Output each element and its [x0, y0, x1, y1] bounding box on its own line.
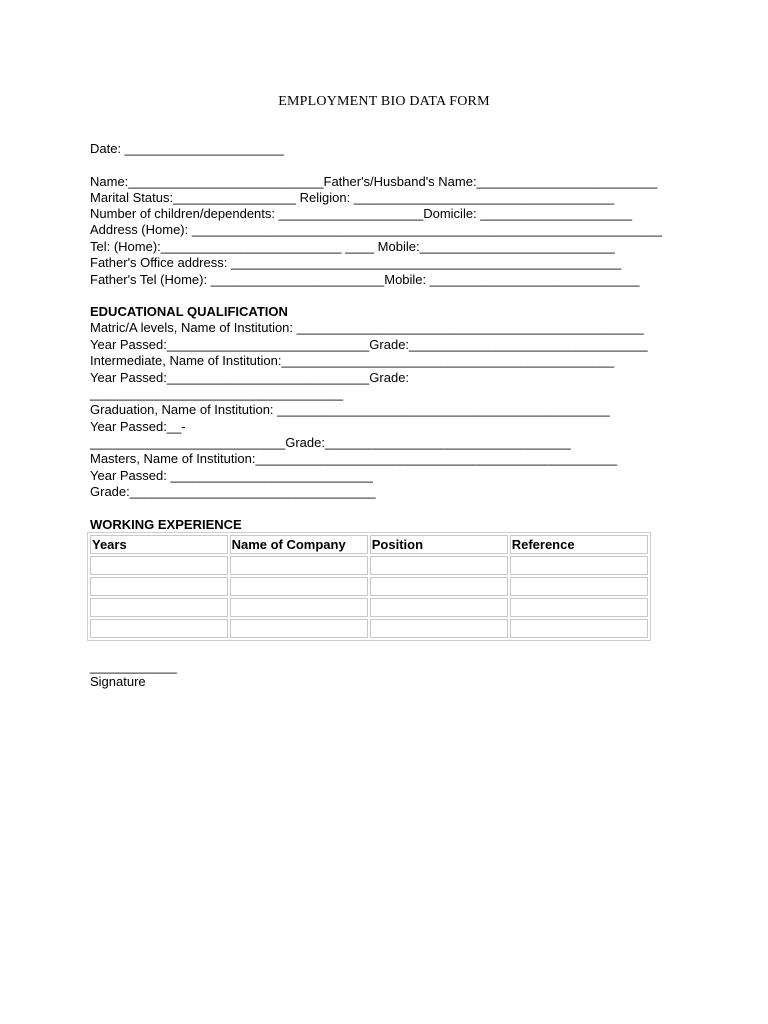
- intermediate-grade-field[interactable]: ___________________________________: [90, 386, 344, 401]
- table-cell[interactable]: [370, 619, 508, 638]
- graduation-year-field[interactable]: Year Passed:__-: [90, 419, 186, 434]
- table-cell[interactable]: [510, 556, 648, 575]
- table-row: [90, 577, 648, 596]
- graduation-grade-field[interactable]: ___________________________Grade:__________________________________: [90, 435, 571, 450]
- table-row: [90, 598, 648, 617]
- table-cell[interactable]: [510, 577, 648, 596]
- table-cell[interactable]: [230, 577, 368, 596]
- graduation-field[interactable]: Graduation, Name of Institution: ______________________________________________: [90, 402, 610, 417]
- father-office-field[interactable]: Father's Office address: ______________________________________________________: [90, 255, 622, 270]
- table-cell[interactable]: [230, 619, 368, 638]
- table-cell[interactable]: [90, 577, 228, 596]
- table-cell[interactable]: [510, 619, 648, 638]
- table-cell[interactable]: [510, 598, 648, 617]
- father-tel-field[interactable]: Father's Tel (Home): ________________________Mobile: _____________________________: [90, 272, 640, 287]
- signature-label: Signature: [90, 674, 146, 689]
- intermediate-field[interactable]: Intermediate, Name of Institution:______________________________________________: [90, 353, 615, 368]
- experience-table: [87, 532, 651, 641]
- form-title: EMPLOYMENT BIO DATA FORM: [278, 94, 490, 109]
- masters-field[interactable]: Masters, Name of Institution:__________________________________________________: [90, 451, 617, 466]
- masters-grade-field[interactable]: Grade:__________________________________: [90, 484, 376, 499]
- table-cell[interactable]: [370, 556, 508, 575]
- column-header: Years: [90, 535, 228, 554]
- column-header: Reference: [510, 535, 648, 554]
- children-field[interactable]: Number of children/dependents: ____________________Domicile: _____________________: [90, 206, 633, 221]
- column-header: Name of Company: [230, 535, 368, 554]
- matric-field[interactable]: Matric/A levels, Name of Institution: ________________________________________________: [90, 320, 644, 335]
- table-cell[interactable]: [90, 598, 228, 617]
- table-cell[interactable]: [370, 598, 508, 617]
- date-field[interactable]: Date: ______________________: [90, 141, 284, 156]
- signature-line[interactable]: ____________: [90, 659, 177, 674]
- marital-status-field[interactable]: Marital Status:_________________ Religion: ____________________________________: [90, 190, 615, 205]
- address-field[interactable]: Address (Home): _________________________________________________________________: [90, 222, 662, 237]
- name-field[interactable]: Name:___________________________Father's/Husband's Name:_________________________: [90, 174, 658, 189]
- matric-year-field[interactable]: Year Passed:____________________________Grade:_________________________________: [90, 337, 648, 352]
- column-header: Position: [370, 535, 508, 554]
- table-row: [90, 619, 648, 638]
- table-cell[interactable]: [90, 556, 228, 575]
- experience-heading: WORKING EXPERIENCE: [90, 517, 242, 532]
- education-heading: EDUCATIONAL QUALIFICATION: [90, 304, 288, 319]
- masters-year-field[interactable]: Year Passed: ____________________________: [90, 468, 373, 483]
- table-cell[interactable]: [90, 619, 228, 638]
- tel-field[interactable]: Tel: (Home):_________________________ ____ Mobile:___________________________: [90, 239, 615, 254]
- table-cell[interactable]: [230, 556, 368, 575]
- intermediate-year-field[interactable]: Year Passed:____________________________Grade:: [90, 370, 410, 385]
- table-cell[interactable]: [230, 598, 368, 617]
- table-header-row: [90, 535, 648, 554]
- table-row: [90, 556, 648, 575]
- table-cell[interactable]: [370, 577, 508, 596]
